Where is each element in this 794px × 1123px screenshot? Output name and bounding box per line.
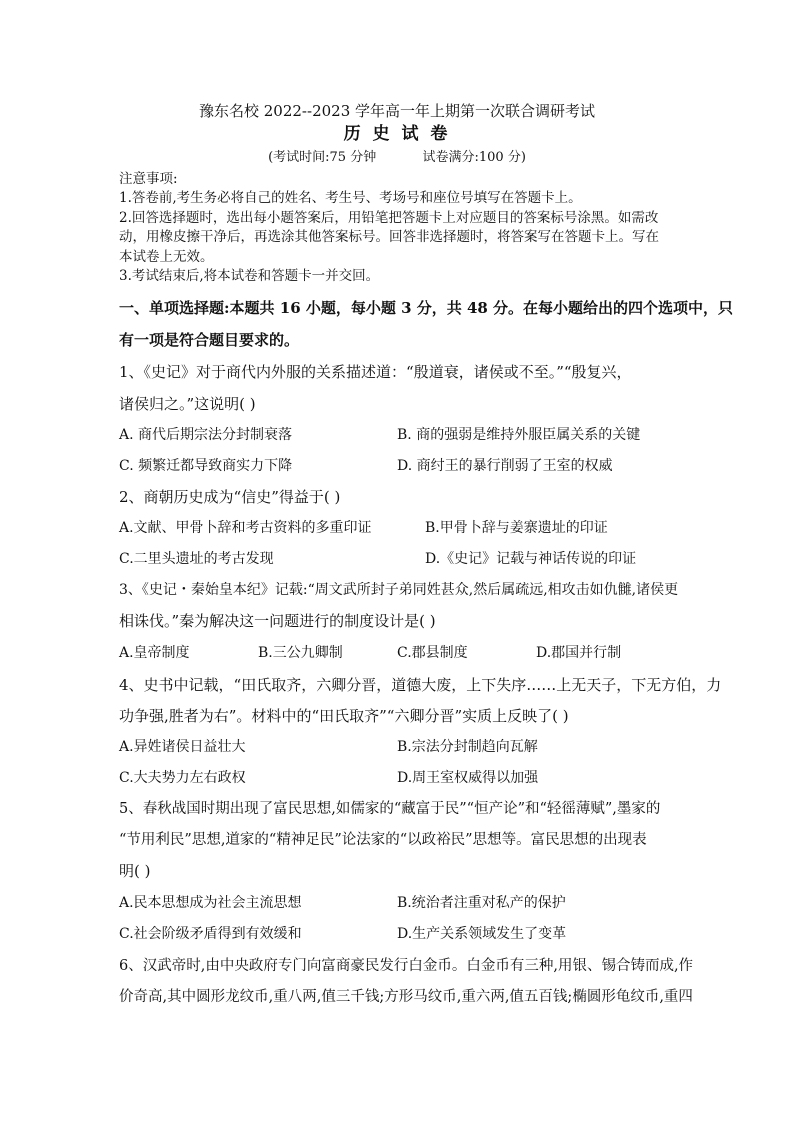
question-6-stem: 价奇高,其中圆形龙纹币,重八两,值三千钱;方形马纹币,重六两,值五百钱;椭圆形龟纹币,重四 (119, 989, 693, 1005)
question-5-stem: “节用利民”思想,道家的“精神足民”论法家的“以政裕民”思想等。富民思想的出现表 (119, 832, 647, 848)
option-a: A.异姓诸侯日益壮大 (119, 739, 246, 755)
option-b: B.三公九卿制 (258, 645, 343, 661)
question-2-stem: 2、商朝历史成为“信史”得益于( ) (119, 488, 341, 506)
note-line: 3.考试结束后,将本试卷和答题卡一并交回。 (119, 268, 380, 284)
option-a: A.文献、甲骨卜辞和考古资料的多重印证 (119, 520, 372, 536)
exam-score: 试卷满分:100 分) (422, 150, 526, 165)
option-c: C.社会阶级矛盾得到有效缓和 (119, 926, 302, 942)
question-5-stem: 明( ) (119, 862, 151, 880)
option-d: D.郡国并行制 (536, 645, 622, 661)
question-4-stem: 功争强,胜者为右”。材料中的“田氏取齐”“六卿分晋”实质上反映了( ) (119, 707, 569, 725)
question-3-stem: 3、《史记・秦始皇本纪》记载:“周文武所封子弟同姓甚众,然后属疏远,相攻击如仇雠,诸侯更 (119, 582, 679, 598)
question-3-stem: 相诛伐。”秦为解决这一问题进行的制度设计是( ) (119, 612, 436, 630)
question-5-stem: 5、春秋战国时期出现了富民思想,如儒家的“藏富于民”“恒产论”和“轻徭薄赋”,墨家的 (119, 801, 661, 817)
option-a: A.民本思想成为社会主流思想 (119, 895, 302, 911)
note-line: 动，用橡皮擦干净后，再选涂其他答案标号。回答非选择题时，将答案写在答题卡上。写在 (119, 229, 659, 245)
question-1-stem: 诸侯归之。”这说明( ) (119, 395, 256, 413)
note-line: 本试卷上无效。 (119, 249, 214, 265)
note-line: 1.答卷前,考生务必将自己的姓名、考生号、考场号和座位号填写在答题卡上。 (119, 190, 582, 206)
option-c: C.大夫势力左右政权 (119, 770, 246, 786)
exam-meta (0, 148, 794, 168)
note-line: 2.回答选择题时，选出每小题答案后，用铅笔把答题卡上对应题目的答案标号涂黑。如需改 (119, 210, 659, 226)
option-d: D.《史记》记载与神话传说的印证 (425, 551, 637, 567)
option-d: D. 商纣王的暴行削弱了王室的权威 (397, 458, 613, 474)
option-c: C.郡县制度 (397, 645, 468, 661)
option-b: B.宗法分封制趋向瓦解 (397, 739, 538, 755)
question-4-stem: 4、史书中记载，“田氏取齐，六卿分晋，道德大废，上下失序……上无天子，下无方伯，力 (119, 676, 722, 694)
option-c: C. 频繁迁都导致商实力下降 (119, 458, 293, 474)
section-heading: 有一项是符合题目要求的。 (119, 331, 300, 349)
question-1-stem: 1、《史记》对于商代内外服的关系描述道：“殷道衰，诸侯或不至。”“殷复兴， (119, 363, 632, 381)
option-d: D.生产关系领域发生了变革 (397, 926, 567, 942)
option-b: B.统治者注重对私产的保护 (397, 895, 566, 911)
section-heading: 一、单项选择题:本题共 16 小题，每小题 3 分，共 48 分。在每小题给出的四个选项中，只 (119, 299, 734, 317)
option-b: B.甲骨卜辞与姜寨遗址的印证 (425, 520, 608, 536)
option-d: D.周王室权威得以加强 (397, 770, 539, 786)
paper-subtitle: 历 史 试 卷 (343, 124, 451, 144)
question-6-stem: 6、汉武帝时,由中央政府专门向富商豪民发行白金币。白金币有三种,用银、锡合铸而成,作 (119, 958, 694, 974)
exam-title: 豫东名校 2022--2023 学年高一年上期第一次联合调研考试 (198, 102, 596, 120)
option-b: B. 商的强弱是维持外服臣属关系的关键 (397, 427, 641, 443)
option-a: A. 商代后期宗法分封制衰落 (119, 427, 293, 443)
notes-heading: 注意事项: (119, 171, 178, 187)
option-c: C.二里头遗址的考古发现 (119, 551, 274, 567)
exam-time: (考试时间:75 分钟 (268, 150, 377, 165)
option-a: A.皇帝制度 (119, 645, 190, 661)
